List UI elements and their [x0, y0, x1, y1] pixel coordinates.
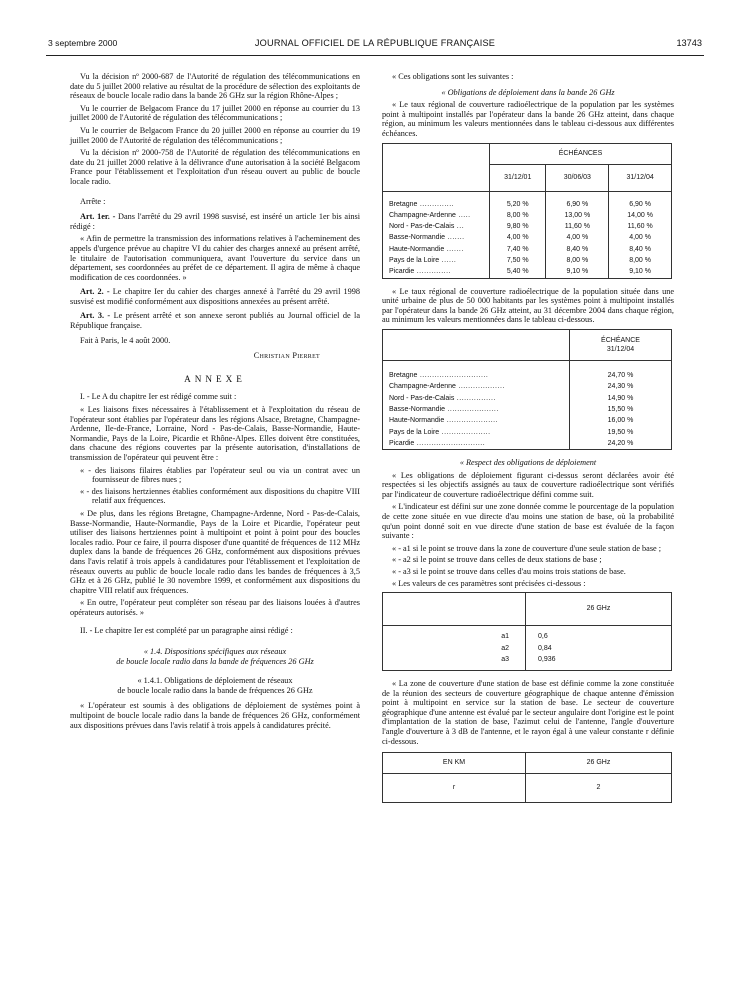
- list-item: « - a3 si le point se trouve dans celles d'au moins trois stations de base.: [392, 567, 626, 577]
- region-name: Haute-Normandie: [389, 245, 445, 253]
- value-cell: 5,40 %: [490, 266, 546, 278]
- signature: Christian Pierret: [253, 351, 320, 361]
- annexe-section-i: I. - Le A du chapitre Ier est rédigé comme suit :: [80, 392, 237, 402]
- region-name: Nord - Pas-de-Calais: [389, 223, 455, 231]
- table-column-header: 26 GHz: [526, 593, 672, 626]
- region-name: Bretagne: [389, 372, 418, 380]
- region-cell: [383, 255, 490, 266]
- value-cell: 24,70 %: [570, 361, 672, 382]
- article-1-quote: « Afin de permettre la transmission des informations relatives à l'acheminement des appels d'urgence prévue au chapitre VI du cahier des charges annexé au présent arrêté, le titulaire de l'autorisation communiquera, avant l'ouverture du service dans un département, ses coordonnées au préfet de ce département. Il agira de même à chaque modification de ces coordonnées. »: [70, 234, 360, 282]
- list-item: « - a1 si le point se trouve dans la zone de couverture d'une seule station de base ;: [392, 543, 662, 553]
- header-rule: [46, 55, 704, 56]
- region-cell: [383, 266, 490, 278]
- region-cell: [383, 191, 490, 210]
- region-cell: [383, 404, 570, 415]
- table-row: [383, 393, 672, 404]
- visa-paragraph: Vu le courrier de Belgacom France du 17 juillet 2000 en réponse au courrier du 13 juillet 2000 de l'Autorité de régulation des télécommunications ;: [70, 103, 360, 123]
- coverage-deadlines-table: [382, 143, 672, 279]
- article-3-label: Art. 3. -: [80, 311, 111, 321]
- table-group-header: ÉCHÉANCES: [490, 143, 672, 164]
- coverage-zone-paragraph: « La zone de couverture d'une station de base est définie comme la zone constituée de la réunion des secteurs de couverture géographique de chaque antenne d'émission point à multipoint en service sur la station de base. Le secteur de couverture géographique d'une antenne est évalué par le secteur angulaire dont l'origine est le point d'implantation de la station de base, l'azimut celui de l'antenne, l'angle d'ouverture l'angle d'ouverture à 3 dB de l'antenne, et le rayon égal à une valeur constante r définie ci-dessous.: [382, 679, 674, 746]
- param-cell: a3: [383, 654, 526, 671]
- region-cell: [383, 221, 490, 232]
- value-cell: 9,80 %: [490, 221, 546, 232]
- table-row: [383, 232, 672, 243]
- region-cell: [383, 427, 570, 438]
- region-cell: [383, 210, 490, 221]
- leader-dots: ...: [454, 223, 465, 231]
- list-item: « - des liaisons filaires établies par l'opérateur seul ou via un contrat avec un fournisseur de fibres nues ;: [80, 465, 360, 485]
- leader-dots: ..............: [414, 268, 451, 276]
- value-cell: 8,00 %: [490, 210, 546, 221]
- article-2: [70, 287, 360, 306]
- respect-subheading: « Respect des obligations de déploiement: [459, 458, 597, 468]
- table-row: [383, 191, 672, 210]
- page-header: [48, 38, 702, 52]
- urban-coverage-table: [382, 329, 672, 450]
- indicator-paragraph: « L'indicateur est défini sur une zone donnée comme le pourcentage de la population de cette zone située en vue directe d'au moins une station de base, où la probabilité qu'un point donné soit en vue directe d'une station de base est évaluée de la façon suivante :: [382, 502, 674, 541]
- urban-coverage-paragraph: « Le taux régional de couverture radioélectrique de la population située dans une unité urbaine de plus de 50 000 habitants par les systèmes point à multipoint installés par l'opérateur dans la bande 26 GHz atteint, au 31 décembre 2004 dans chaque région, au minimum les valeurs mentionnées dans le tableau ci-dessous.: [382, 286, 674, 325]
- region-name: Picardie: [389, 268, 415, 276]
- table-row: [383, 643, 672, 654]
- value-cell: 24,20 %: [570, 438, 672, 450]
- value-cell: 15,50 %: [570, 404, 672, 415]
- parameters-paragraph: « Les valeurs de ces paramètres sont précisées ci-dessous :: [392, 578, 586, 588]
- region-cell: [383, 393, 570, 404]
- article-2-label: Art. 2. -: [80, 287, 110, 297]
- leader-dots: .......: [444, 245, 464, 253]
- radius-table: [382, 752, 672, 803]
- header-line-2: 31/12/04: [606, 346, 635, 354]
- annexe-paragraph: « L'opérateur est soumis à des obligations de déploiement de systèmes point à multipoint de boucle locale radio dans la bande de fréquences 26 GHz, conformément aux dispositions prévues dans l'avis relatif à trois appels à candidatures précité.: [70, 701, 360, 730]
- region-cell: [383, 244, 490, 255]
- region-name: Picardie: [389, 439, 415, 447]
- value-cell: 6,90 %: [546, 191, 609, 210]
- region-name: Pays de la Loire: [389, 428, 440, 436]
- value-cell: 0,936: [526, 654, 672, 671]
- param-cell: a1: [383, 626, 526, 643]
- annexe-section-ii: II. - Le chapitre Ier est complété par un paragraphe ainsi rédigé :: [80, 625, 293, 635]
- section-1-4-title: « 1.4. Dispositions spécifiques aux réseaux: [143, 647, 287, 657]
- annexe-title: ANNEXE: [184, 373, 246, 384]
- respect-paragraph: « Les obligations de déploiement figurant ci-dessus seront déclarées avoir été respectées si les objectifs assignés au taux de couverture radioélectrique sont vérifiés par l'indicateur de couverture radioélectrique défini comme suit.: [382, 470, 674, 499]
- leader-dots: .......: [445, 234, 465, 242]
- leader-dots: .....................: [444, 417, 499, 425]
- leader-dots: ...................: [455, 383, 505, 391]
- section-1-4-1-title: « 1.4.1. Obligations de déploiement de réseaux: [137, 676, 293, 686]
- region-name: Pays de la Loire: [389, 257, 440, 265]
- table-row: [383, 244, 672, 255]
- table-row: [383, 654, 672, 671]
- value-cell: 8,00 %: [609, 255, 672, 266]
- parameters-table: [382, 592, 672, 671]
- table-row: [383, 255, 672, 266]
- table-row: [383, 427, 672, 438]
- region-cell: [383, 438, 570, 450]
- value-cell: 8,40 %: [609, 244, 672, 255]
- annexe-paragraph: « Les liaisons fixes nécessaires à l'établissement et à l'exploitation du réseau de l'opérateur sont établies par l'opérateur dans les régions Alsace, Bretagne, Champagne-Ardenne, Ile-de-France, Lorraine, Nord - Pas-de-Calais, Basse-Normandie, Haute-Normandie, Pays de la Loire, Picardie et Rhône-Alpes. Elles doivent être constituées, dans chacune des régions couvertes par la présente autorisation, d'installations de transmission de l'opérateur qui peuvent être :: [70, 405, 360, 462]
- section-1-4-subtitle: de boucle locale radio dans la bande de fréquences 26 GHz: [116, 656, 314, 666]
- section-1-4-1-subtitle: de boucle locale radio dans la bande de fréquences 26 GHz: [117, 685, 313, 695]
- visa-paragraph: Vu la décision nº 2000-758 de l'Autorité de régulation des télécommunications en date du 21 juillet 2000 relative à la délivrance d'une autorisation à la société Belgacom France pour l'établissement et l'exploitation d'un réseau ouvert au public de boucle locale radio.: [70, 148, 360, 186]
- value-cell: 8,40 %: [546, 244, 609, 255]
- leader-dots: ............................: [414, 439, 486, 447]
- value-cell: 11,60 %: [546, 221, 609, 232]
- value-cell: 7,40 %: [490, 244, 546, 255]
- table-row: [383, 210, 672, 221]
- table-column-header: [570, 330, 672, 361]
- table-row: [383, 626, 672, 643]
- region-name: Champagne-Ardenne: [389, 383, 456, 391]
- article-1-label: Art. 1er. -: [80, 212, 116, 222]
- region-name: Haute-Normandie: [389, 417, 445, 425]
- right-column: [382, 72, 674, 811]
- leader-dots: ..............: [417, 200, 455, 208]
- visa-paragraph: Vu la décision nº 2000-687 de l'Autorité de régulation des télécommunications en date du 5 juillet 2000 relative au résultat de la procédure de sélection des exploitants de réseaux de boucle locale radio dans la bande 26 GHz sur la région Rhône-Alpes ;: [70, 72, 360, 101]
- leader-dots: ......: [439, 257, 457, 265]
- value-cell: 14,00 %: [609, 210, 672, 221]
- journal-title: JOURNAL OFFICIEL DE LA RÉPUBLIQUE FRANÇAISE: [254, 38, 496, 48]
- table-column-header: 31/12/04: [609, 164, 672, 191]
- region-name: Basse-Normandie: [389, 405, 446, 413]
- leader-dots: ............................: [417, 372, 489, 380]
- table-row: [383, 438, 672, 450]
- article-3-text: Le présent arrêté et son annexe seront publiés au Journal officiel de la République française.: [70, 311, 360, 331]
- table-corner-cell: [383, 330, 570, 361]
- table-column-header: 26 GHz: [526, 753, 672, 774]
- value-cell: 24,30 %: [570, 381, 672, 392]
- region-cell: [383, 232, 490, 243]
- table-row: [383, 381, 672, 392]
- table-row: [383, 221, 672, 232]
- obligations-intro: « Ces obligations sont les suivantes :: [392, 72, 514, 81]
- left-column: [70, 72, 360, 733]
- table-row: [383, 415, 672, 426]
- article-3: [70, 311, 360, 330]
- page-number: 13743: [676, 38, 702, 48]
- arrete-heading: Arrête :: [80, 196, 106, 206]
- value-cell: 4,00 %: [490, 232, 546, 243]
- coverage-paragraph: « Le taux régional de couverture radioélectrique de la population par les systèmes point à multipoint installés par l'opérateur dans la bande 26 GHz atteint, dans chaque région, au minimum les valeurs mentionnées dans le tableau ci-dessous aux différentes échéances.: [382, 100, 674, 138]
- table-corner-cell: [383, 593, 526, 626]
- region-cell: [383, 361, 570, 382]
- leader-dots: .....: [455, 211, 471, 219]
- region-name: Basse-Normandie: [389, 234, 446, 242]
- value-cell: 0,84: [526, 643, 672, 654]
- header-line-1: ÉCHÉANCE: [601, 337, 640, 345]
- region-name: Champagne-Ardenne: [389, 211, 456, 219]
- value-cell: 13,00 %: [546, 210, 609, 221]
- table-cell: r: [383, 774, 526, 803]
- value-cell: 5,20 %: [490, 191, 546, 210]
- leader-dots: ....................: [439, 428, 491, 436]
- table-row: [383, 361, 672, 382]
- annexe-paragraph: « En outre, l'opérateur peut compléter son réseau par des liaisons louées à d'autres opérateurs autorisés. »: [70, 598, 360, 617]
- article-1-text: Dans l'arrêté du 29 avril 1998 susvisé, est inséré un article 1er bis ainsi rédigé :: [70, 212, 361, 231]
- annexe-paragraph: « De plus, dans les régions Bretagne, Champagne-Ardenne, Nord - Pas-de-Calais, Basse-Normandie, Haute-Normandie, Pays de la Loire et Picardie, l'opérateur peut utiliser des liaisons hertziennes point à multipoint et point à point pour des boucles locales radio. Pour ce faire, il pourra disposer d'une quantité de fréquences de 112 MHz duplex dans la bande de fréquences 26 GHz, conformément aux dispositions prévues dans l'avis relatif à trois appels à candidatures pour l'établissement et l'exploitation de réseaux ouverts au public de boucle locale radio dans les bandes de fréquences à 3,5 GHz et à 26 GHz, publié le 30 novembre 1999, et conformément aux dispositions du chapitre VIII relatif aux fréquences.: [70, 508, 360, 595]
- visa-paragraph: Vu le courrier de Belgacom France du 20 juillet 2000 en réponse au courrier du 19 juillet 2000 de l'Autorité de régulation des télécommunications ;: [70, 125, 360, 145]
- param-cell: a2: [383, 643, 526, 654]
- table-row: [383, 266, 672, 278]
- value-cell: 4,00 %: [609, 232, 672, 243]
- leader-dots: .....................: [445, 405, 499, 413]
- region-cell: [383, 415, 570, 426]
- value-cell: 8,00 %: [546, 255, 609, 266]
- table-cell: 2: [526, 774, 672, 803]
- article-2-text: Le chapitre Ier du cahier des charges annexé à l'arrêté du 29 avril 1998 susvisé est modifié conformément aux dispositions annexées au présent arrêté.: [70, 287, 360, 306]
- region-name: Nord - Pas-de-Calais: [389, 394, 455, 402]
- table-corner-cell: [383, 143, 490, 191]
- region-cell: [383, 381, 570, 392]
- publication-date: 3 septembre 2000: [48, 38, 118, 48]
- value-cell: 6,90 %: [609, 191, 672, 210]
- table-column-header: 31/12/01: [490, 164, 546, 191]
- table-column-header: 30/06/03: [546, 164, 609, 191]
- value-cell: 16,00 %: [570, 415, 672, 426]
- list-item: « - des liaisons hertziennes établies conformément aux dispositions du chapitre VIII relatif aux fréquences.: [80, 486, 360, 506]
- leader-dots: ................: [454, 394, 496, 402]
- value-cell: 14,90 %: [570, 393, 672, 404]
- signing-place-date: Fait à Paris, le 4 août 2000.: [80, 335, 171, 345]
- list-item: « - a2 si le point se trouve dans celles de deux stations de base ;: [392, 555, 602, 565]
- value-cell: 0,6: [526, 626, 672, 643]
- value-cell: 4,00 %: [546, 232, 609, 243]
- value-cell: 9,10 %: [609, 266, 672, 278]
- value-cell: 19,50 %: [570, 427, 672, 438]
- region-name: Bretagne: [389, 200, 418, 208]
- obligations-subheading: « Obligations de déploiement dans la bande 26 GHz: [441, 87, 615, 97]
- value-cell: 7,50 %: [490, 255, 546, 266]
- article-1: [70, 212, 360, 231]
- table-row: [383, 404, 672, 415]
- table-column-header: EN KM: [383, 753, 526, 774]
- value-cell: 9,10 %: [546, 266, 609, 278]
- value-cell: 11,60 %: [609, 221, 672, 232]
